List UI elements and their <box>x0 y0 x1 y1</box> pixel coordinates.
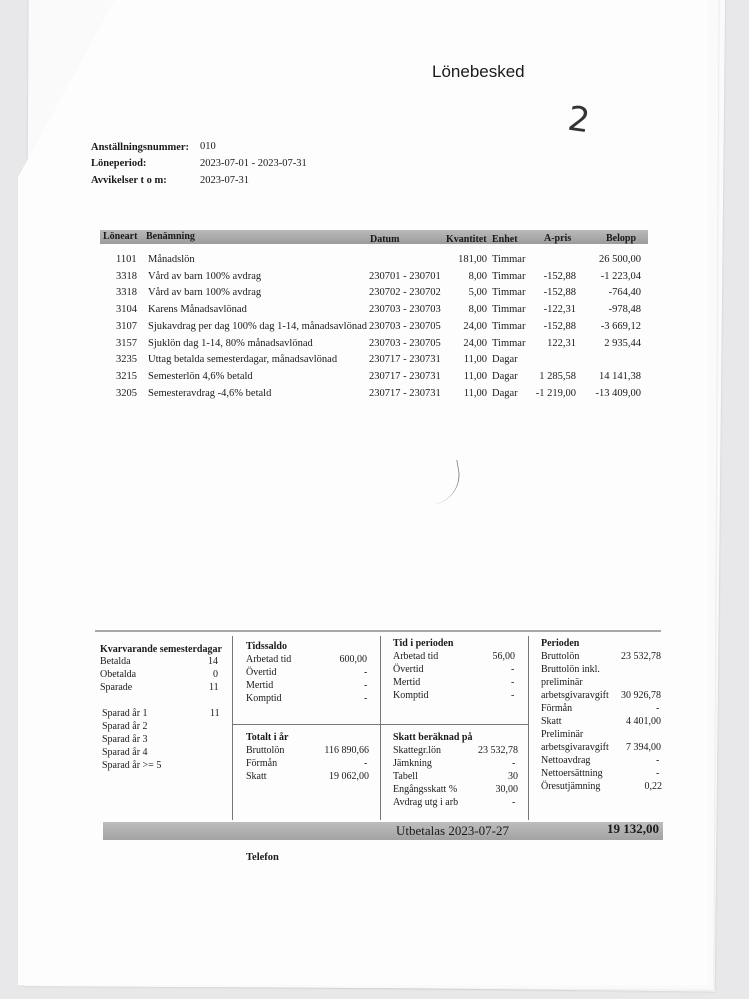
year-benefit-label: Förmån <box>246 758 278 769</box>
tax-table-label: Tabell <box>393 771 418 782</box>
cell-price: 1 285,58 <box>539 370 576 382</box>
tax-deduct-label: Avdrag utg i arb <box>393 797 459 808</box>
period-net-comp-label: Nettoersättning <box>541 768 603 779</box>
tb-worked-label: Arbetad tid <box>246 654 292 665</box>
period-gross-label: Bruttolön <box>541 651 580 662</box>
pt-comp: - <box>511 690 515 701</box>
cell-price: -152,88 <box>543 320 576 332</box>
cell-amount: -1 223,04 <box>600 270 641 282</box>
period-prelim: 7 394,00 <box>626 742 661 753</box>
cell-unit: Timmar <box>492 287 526 299</box>
divider <box>528 636 529 820</box>
year-tax-label: Skatt <box>246 771 267 782</box>
pt-overtime: - <box>511 664 515 675</box>
saved-year-1: 11 <box>210 708 220 719</box>
cell-date: 230717 - 230731 <box>369 387 441 399</box>
table-row <box>0 254 749 268</box>
tax-taxable-label: Skattegr.lön <box>393 745 442 756</box>
cell-quantity: 11,00 <box>463 370 487 382</box>
period-tax-label: Skatt <box>541 716 562 727</box>
period-rounding: 0,22 <box>644 781 662 792</box>
pt-extra: - <box>511 677 515 688</box>
cell-quantity: 181,00 <box>458 254 487 265</box>
tax-table: 30 <box>508 771 518 782</box>
period-gross-incl-line3: arbetsgivaravgift <box>541 690 609 701</box>
period-prelim-line1: Preliminär <box>541 729 584 740</box>
tax-taxable: 23 532,78 <box>478 745 518 756</box>
total-bar <box>103 822 663 840</box>
cell-date: 230703 - 230705 <box>369 320 441 332</box>
cell-price: -152,88 <box>543 287 576 299</box>
cell-price: -122,31 <box>543 304 576 316</box>
vacation-unpaid-label: Obetalda <box>100 669 137 680</box>
period-prelim-line2: arbetsgivaravgift <box>541 742 609 753</box>
column-header: Löneart <box>103 231 138 242</box>
period-label: Löneperiod: <box>91 158 147 169</box>
time-balance-heading: Tidssaldo <box>246 641 287 652</box>
cell-code: 1101 <box>116 254 137 265</box>
period-value: 2023-07-01 - 2023-07-31 <box>200 158 307 169</box>
cell-price: -1 219,00 <box>535 387 576 399</box>
cell-quantity: 8,00 <box>468 270 487 282</box>
cell-code: 3107 <box>116 320 137 332</box>
vacation-saved-label: Sparade <box>100 682 133 693</box>
year-benefit: - <box>364 758 368 769</box>
cell-unit: Dagar <box>492 387 518 399</box>
column-header: A-pris <box>544 233 572 244</box>
cell-date: 230717 - 230731 <box>369 370 441 382</box>
column-header: Benämning <box>146 231 195 242</box>
year-gross: 116 890,66 <box>324 745 369 756</box>
column-header: Datum <box>370 234 400 245</box>
period-heading: Perioden <box>541 638 580 649</box>
saved-year-4-label: Sparad år 4 <box>102 747 148 758</box>
payout-date: Utbetalas 2023-07-27 <box>396 823 510 838</box>
employment-number-label: Anställningsnummer: <box>91 142 190 153</box>
saved-year-3-label: Sparad år 3 <box>102 734 148 745</box>
cell-quantity: 24,00 <box>463 337 487 349</box>
summary-top-border <box>95 630 661 632</box>
cell-name: Månadslön <box>148 254 195 265</box>
period-benefit: - <box>656 703 660 714</box>
tax-onetime: 30,00 <box>495 784 518 795</box>
period-net-deduction-label: Nettoavdrag <box>541 755 591 766</box>
period-gross-incl-line1: Bruttolön inkl. <box>541 664 600 675</box>
period-gross-incl: 30 926,78 <box>621 690 661 701</box>
cell-code: 3104 <box>116 304 137 316</box>
phone-label: Telefon <box>246 852 279 863</box>
divider <box>232 636 233 820</box>
cell-price: 122,31 <box>547 337 576 349</box>
deviations-label: Avvikelser t o m: <box>91 175 167 186</box>
pt-worked: 56,00 <box>492 651 515 662</box>
cell-name: Semesterlön 4,6% betald <box>148 370 253 382</box>
cell-unit: Dagar <box>492 370 518 382</box>
tb-overtime: - <box>364 667 368 678</box>
pt-extra-label: Mertid <box>393 677 421 688</box>
handwritten-mark: 2 <box>565 98 593 142</box>
saved-year-2-label: Sparad år 2 <box>102 721 148 732</box>
cell-date: 230717 - 230731 <box>369 354 441 366</box>
document-title: Lönebesked <box>432 62 525 81</box>
cell-unit: Dagar <box>492 354 518 366</box>
vacation-saved: 11 <box>209 682 219 693</box>
table-row <box>0 321 749 335</box>
cell-name: Karens Månadsavlönad <box>148 304 247 316</box>
cell-name: Vård av barn 100% avdrag <box>148 270 262 282</box>
tb-worked: 600,00 <box>339 654 367 665</box>
cell-amount: 2 935,44 <box>604 337 641 349</box>
table-row <box>0 388 749 402</box>
vacation-unpaid: 0 <box>213 669 218 680</box>
tax-calc-heading: Skatt beräknad på <box>393 732 473 743</box>
cell-date: 230701 - 230701 <box>369 270 441 282</box>
vacation-heading: Kvarvarande semesterdagar <box>100 644 222 655</box>
cell-code: 3318 <box>116 270 137 282</box>
tax-onetime-label: Engångsskatt % <box>393 784 458 795</box>
period-net-comp: - <box>656 768 660 779</box>
cell-code: 3235 <box>116 354 137 366</box>
table-row <box>0 287 749 301</box>
table-row <box>0 271 749 285</box>
table-row <box>0 338 749 352</box>
saved-year-1-label: Sparad år 1 <box>102 708 148 719</box>
period-gross-incl-line2: preliminär <box>541 677 583 688</box>
cell-code: 3157 <box>116 337 137 349</box>
pt-comp-label: Komptid <box>393 690 429 701</box>
period-time-heading: Tid i perioden <box>393 638 454 649</box>
pt-overtime-label: Övertid <box>393 664 424 675</box>
cell-amount: -978,48 <box>608 304 641 316</box>
divider <box>232 724 528 725</box>
cell-quantity: 24,00 <box>463 320 487 332</box>
period-net-deduction: - <box>656 755 660 766</box>
cell-code: 3318 <box>116 287 137 299</box>
cell-name: Uttag betalda semesterdagar, månadsavlönad <box>148 354 338 366</box>
cell-date: 230703 - 230703 <box>369 304 441 316</box>
cell-name: Vård av barn 100% avdrag <box>148 287 262 299</box>
cell-quantity: 5,00 <box>468 287 487 299</box>
deviations-date: 2023-07-31 <box>200 175 249 186</box>
cell-unit: Timmar <box>492 304 526 316</box>
year-gross-label: Bruttolön <box>246 745 285 756</box>
cell-unit: Timmar <box>492 320 526 332</box>
vacation-paid-label: Betalda <box>100 656 131 667</box>
divider <box>380 636 381 820</box>
tb-extra-label: Mertid <box>246 680 274 691</box>
table-row <box>0 304 749 318</box>
saved-year-5-label: Sparad år >= 5 <box>102 760 162 771</box>
tb-comp: - <box>364 693 368 704</box>
cell-quantity: 8,00 <box>468 304 487 316</box>
table-row <box>0 354 749 368</box>
cell-code: 3205 <box>116 387 137 399</box>
table-row <box>0 371 749 385</box>
cell-date: 230702 - 230702 <box>369 287 441 299</box>
employment-number: 010 <box>200 141 216 152</box>
tb-overtime-label: Övertid <box>246 667 277 678</box>
pt-worked-label: Arbetad tid <box>393 651 439 662</box>
cell-date: 230703 - 230705 <box>369 337 441 349</box>
cell-amount: -764,40 <box>608 287 641 299</box>
cell-code: 3215 <box>116 370 137 382</box>
cell-name: Sjukavdrag per dag 100% dag 1-14, månadsavlönad <box>148 320 367 332</box>
column-header: Belopp <box>606 233 637 244</box>
tb-extra: - <box>364 680 368 691</box>
column-header: Enhet <box>492 234 518 245</box>
net-total: 19 132,00 <box>607 821 659 836</box>
cell-unit: Timmar <box>492 337 526 349</box>
vacation-paid: 14 <box>208 656 218 667</box>
period-tax: 4 401,00 <box>626 716 661 727</box>
cell-unit: Timmar <box>492 254 526 265</box>
year-total-heading: Totalt i år <box>246 732 289 743</box>
tax-deduct: - <box>512 797 516 808</box>
tb-comp-label: Komptid <box>246 693 282 704</box>
period-gross: 23 532,78 <box>621 651 661 662</box>
tax-adjust-label: Jämkning <box>393 758 432 769</box>
period-rounding-label: Öresutjämning <box>541 781 601 792</box>
tax-adjust: - <box>512 758 516 769</box>
cell-quantity: 11,00 <box>463 387 487 399</box>
year-tax: 19 062,00 <box>329 771 369 782</box>
cell-amount: 26 500,00 <box>599 254 641 265</box>
cell-amount: -13 409,00 <box>595 387 641 399</box>
column-header: Kvantitet <box>446 234 487 245</box>
cell-amount: 14 141,38 <box>599 370 641 382</box>
cell-name: Sjuklön dag 1-14, 80% månadsavlönad <box>148 337 313 349</box>
period-benefit-label: Förmån <box>541 703 573 714</box>
cell-name: Semesteravdrag -4,6% betald <box>148 387 272 399</box>
cell-amount: -3 669,12 <box>600 320 641 332</box>
cell-unit: Timmar <box>492 270 526 282</box>
cell-quantity: 11,00 <box>463 354 487 366</box>
cell-price: -152,88 <box>543 270 576 282</box>
